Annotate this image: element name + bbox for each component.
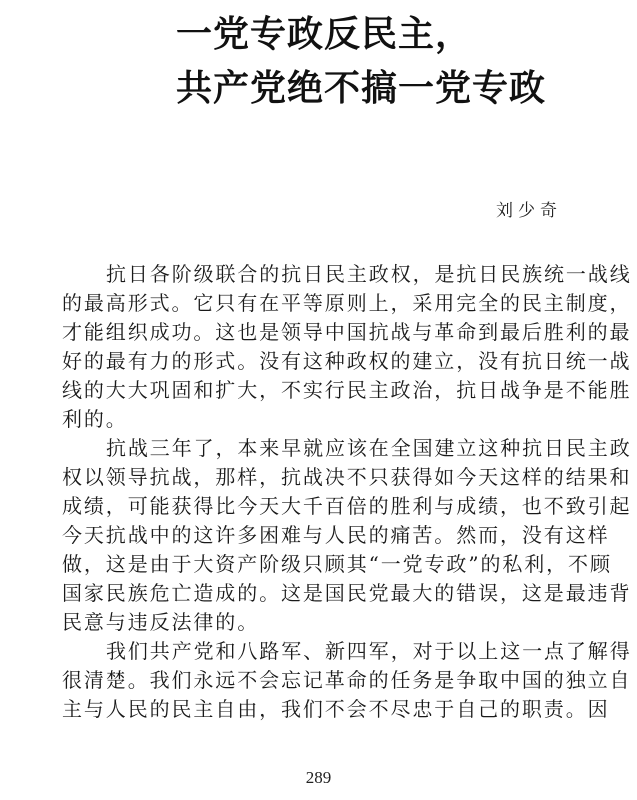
- text-line: 抗日各阶级联合的抗日民主政权，是抗日民族统一战线: [106, 262, 632, 286]
- paragraph-1: [62, 260, 632, 434]
- text-line: 国家民族危亡造成的。这是国民党最大的错误，这是最违背: [62, 581, 632, 605]
- text-line: 利的。: [62, 407, 128, 431]
- page-number: 289: [305, 768, 332, 787]
- text-line: 的最高形式。它只有在平等原则上，采用完全的民主制度，: [62, 291, 632, 315]
- paragraph-2: [62, 434, 632, 637]
- text-line: 好的最有力的形式。没有这种政权的建立，没有抗日统一战: [62, 349, 632, 373]
- body-text: [62, 260, 632, 724]
- text-line: 成绩，可能获得比今天大千百倍的胜利与成绩，也不致引起: [62, 494, 632, 518]
- text-line: 民意与违反法律的。: [62, 610, 260, 634]
- paragraph-3: [62, 637, 632, 724]
- document-title: [176, 8, 546, 116]
- text-line: 做，这是由于大资产阶级只顾其“一党专政”的私利，不顾: [62, 552, 612, 576]
- author-name: 刘少奇: [496, 201, 562, 221]
- text-line: 才能组织成功。这也是领导中国抗战与革命到最后胜利的最: [62, 320, 632, 344]
- text-line: 线的大大巩固和扩大，不实行民主政治，抗日战争是不能胜: [62, 378, 632, 402]
- title-line-2: 共产党绝不搞一党专政: [176, 68, 547, 109]
- text-line: 今天抗战中的这许多困难与人民的痛苦。然而，没有这样: [62, 523, 610, 547]
- text-line: 我们共产党和八路军、新四军，对于以上这一点了解得: [106, 639, 632, 663]
- text-line: 主与人民的民主自由，我们不会不尽忠于自己的职责。因: [62, 697, 610, 721]
- title-line-1: 一党专政反民主，: [176, 14, 473, 55]
- text-line: 抗战三年了，本来早就应该在全国建立这种抗日民主政: [106, 436, 632, 460]
- text-line: 权以领导抗战，那样，抗战决不只获得如今天这样的结果和: [62, 465, 632, 489]
- text-line: 很清楚。我们永远不会忘记革命的任务是争取中国的独立自: [62, 668, 632, 692]
